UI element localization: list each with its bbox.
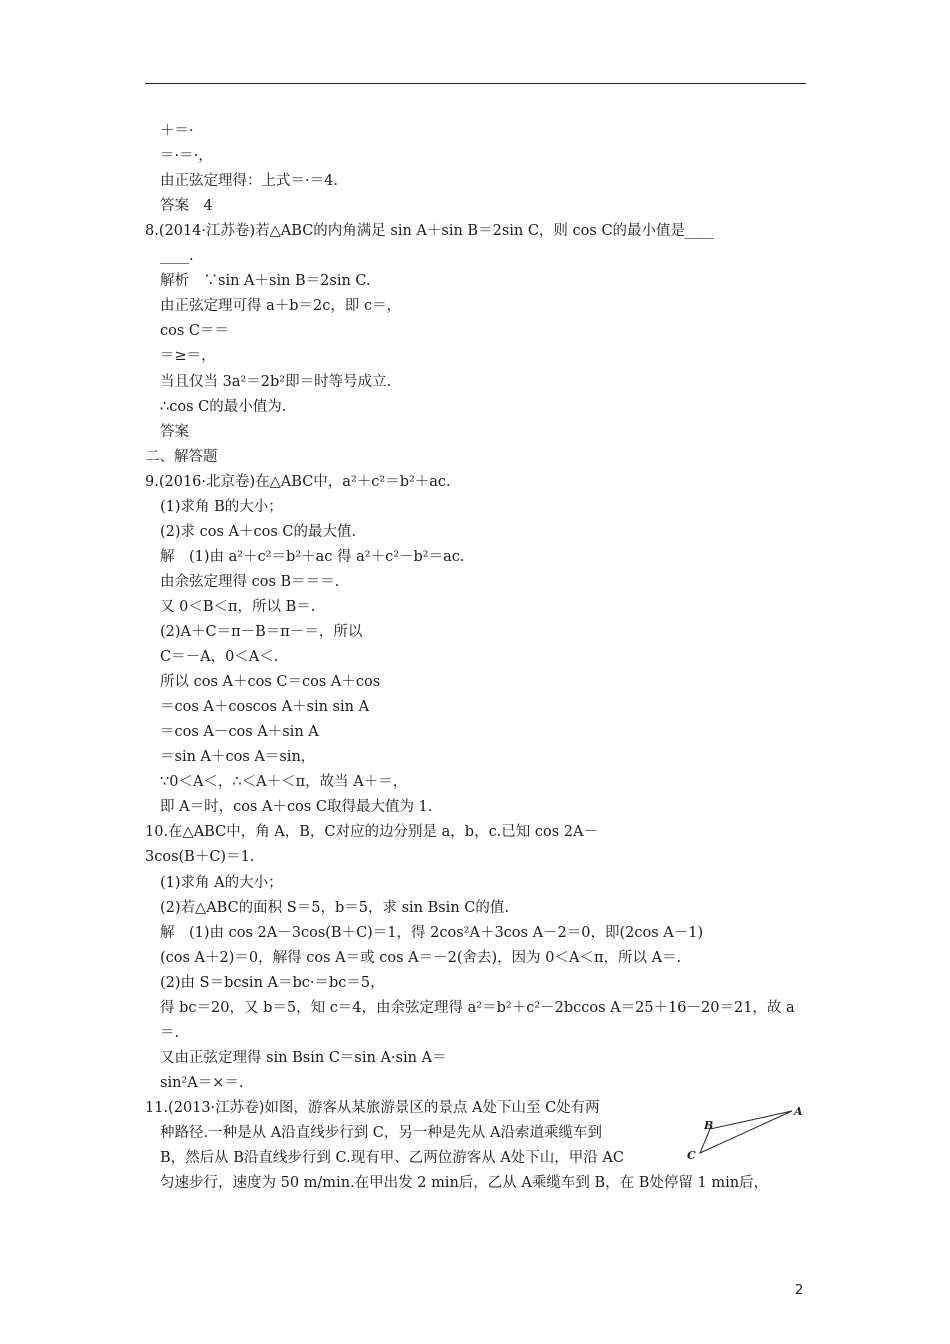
text-line: 又 0＜B＜π，所以 B＝. [160, 599, 316, 615]
text-line: (2)由 S＝bcsin A＝bc·＝bc＝5， [160, 975, 385, 991]
text-line: 9.(2016·北京卷)在△ABC中，a²＋c²＝b²＋ac. [145, 474, 451, 490]
label-b: B [704, 1119, 714, 1132]
text-line: ∴cos C的最小值为. [160, 399, 287, 415]
label-a: A [794, 1105, 803, 1118]
text-line: 所以 cos A＋cos C＝cos A＋cos [160, 674, 381, 690]
text-line: ＋＝· [160, 123, 194, 139]
text-line: ＝cos A－cos A＋sin A [160, 724, 319, 740]
text-line: 由正弦定理得：上式＝·＝4. [160, 173, 338, 189]
label-c: C [687, 1149, 696, 1162]
text-line: 3cos(B＋C)＝1. [145, 849, 255, 865]
text-line: (1)求角 B的大小； [160, 499, 283, 515]
text-line: 由余弦定理得 cos B＝＝＝. [160, 574, 340, 590]
text-line: ____. [160, 248, 194, 264]
text-line: ＝cos A＋coscos A＋sin sin A [160, 699, 370, 715]
text-line: 解析 ∵sin A＋sin B＝2sin C. [160, 273, 371, 289]
text-line: (2)求 cos A＋cos C的最大值. [160, 524, 357, 540]
text-line: 匀速步行，速度为 50 m/min.在甲出发 2 min后，乙从 A乘缆车到 B，在 B处停留 1 min后， [160, 1175, 769, 1191]
text-line: 又由正弦定理得 sin Bsin C＝sin A·sin A＝ [160, 1050, 447, 1066]
text-line: sin²A＝×＝. [160, 1075, 244, 1091]
page-number: 2 [795, 1283, 804, 1298]
text-line: 种路径.一种是从 A沿直线步行到 C，另一种是先从 A沿索道乘缆车到 [160, 1125, 602, 1141]
text-line: 11.(2013·江苏卷)如图，游客从某旅游景区的景点 A处下山至 C处有两 [145, 1100, 600, 1116]
text-line: cos C＝＝ [160, 323, 229, 339]
text-line: ＝sin A＋cos A＝sin， [160, 749, 316, 765]
triangle-figure [682, 1103, 812, 1163]
text-line: ＝·＝·， [160, 148, 213, 164]
text-line: (cos A＋2)＝0，解得 cos A＝或 cos A＝－2(舍去)，因为 0＜A＜π，所以 A＝. [160, 950, 682, 966]
triangle-shape [700, 1111, 792, 1153]
text-line: ＝≥＝， [160, 348, 216, 364]
text-line: 答案 4 [160, 198, 213, 214]
text-line: (2)若△ABC的面积 S＝5，b＝5，求 sin Bsin C的值. [160, 900, 509, 916]
text-line: 二、解答题 [145, 449, 218, 465]
text-line: 答案 [160, 424, 189, 440]
text-line: ＝. [160, 1025, 180, 1041]
text-line: (1)求角 A的大小； [160, 875, 283, 891]
text-line: 解 (1)由 cos 2A－3cos(B＋C)＝1，得 2cos²A＋3cos A－2＝0，即(2cos A－1) [160, 925, 704, 941]
text-line: C＝－A，0＜A＜. [160, 649, 279, 665]
text-line: 当且仅当 3a²＝2b²即＝时等号成立. [160, 374, 392, 390]
text-line: 10.在△ABC中，角 A，B，C对应的边分别是 a，b，c.已知 cos 2A－ [145, 824, 599, 840]
text-line: 得 bc＝20，又 b＝5，知 c＝4，由余弦定理得 a²＝b²＋c²－2bccos A＝25＋16－20＝21，故 a [160, 1000, 795, 1016]
text-line: B，然后从 B沿直线步行到 C.现有甲、乙两位游客从 A处下山，甲沿 AC [160, 1150, 624, 1166]
text-line: ∵0＜A＜，∴＜A＋＜π，故当 A＋＝， [160, 774, 408, 790]
text-line: 由正弦定理可得 a＋b＝2c，即 c＝， [160, 298, 402, 314]
header-rule [145, 83, 806, 84]
text-line: 即 A＝时，cos A＋cos C取得最大值为 1. [160, 799, 433, 815]
text-line: 8.(2014·江苏卷)若△ABC的内角满足 sin A＋sin B＝2sin C，则 cos C的最小值是____ [145, 223, 715, 239]
text-line: (2)A＋C＝π－B＝π－＝，所以 [160, 624, 363, 640]
text-line: 解 (1)由 a²＋c²＝b²＋ac 得 a²＋c²－b²＝ac. [160, 549, 465, 565]
